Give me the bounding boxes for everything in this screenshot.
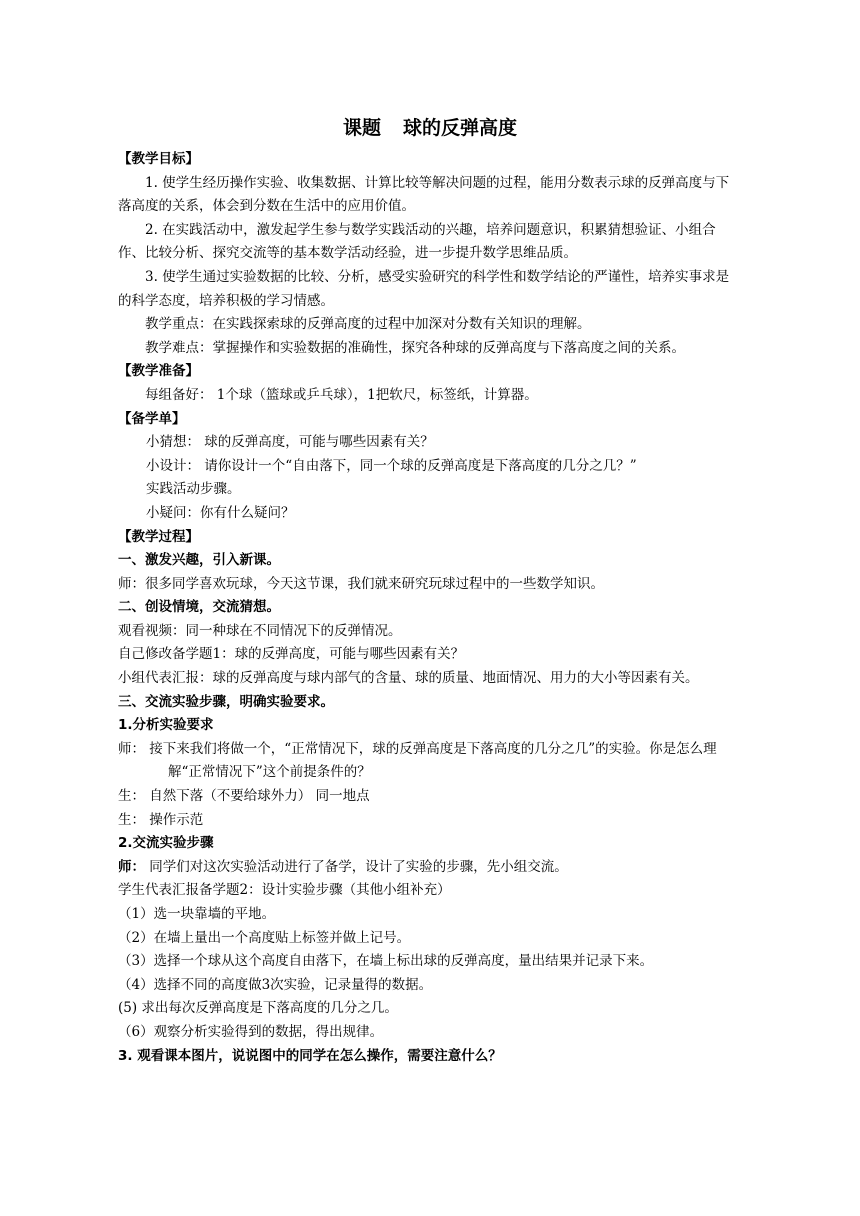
teacher-text: 同学们对这次实验活动进行了备学，设计了实验的步骤，先小组交流。 (149, 858, 568, 875)
prep-heading: 【教学准备】 (118, 363, 199, 380)
prep-text: 每组备好： 1个球（篮球或乒乓球），1把软尺，标签纸，计算器。 (145, 386, 538, 403)
step3-heading: 三、交流实验步骤，明确实验要求。 (118, 693, 334, 710)
sheet-heading: 【备学单】 (118, 410, 186, 427)
list-item: （1）选一块靠墙的平地。 (118, 906, 276, 922)
student-label: 生： (118, 788, 145, 805)
student-text: 自然下落（不要给球外力） 同一地点 (149, 788, 370, 805)
document-body (118, 148, 738, 1068)
sub2-heading: 2.交流实验步骤 (118, 835, 214, 852)
goal-2: 2. 在实践活动中，激发起学生参与数学实践活动的兴趣，培养问题意识，积累猜想验证、小组合作、比较分析、探究交流等的基本数学活动经验，进一步提升数学思维品质。 (118, 221, 716, 262)
design-text-2: 实践活动步骤。 (146, 481, 241, 498)
sub1-heading: 1.分析实验要求 (118, 717, 214, 734)
difficulty: 教学难点：掌握操作和实验数据的准确性，探究各种球的反弹高度与下落高度之间的关系。 (145, 339, 685, 356)
step2-line-1: 观看视频：同一种球在不同情况下的反弹情况。 (118, 622, 402, 639)
student-text: 操作示范 (149, 811, 204, 828)
list-item: （2）在墙上量出一个高度贴上标签并做上记号。 (118, 929, 411, 946)
page-title (0, 114, 860, 142)
step1-text: 师：很多同学喜欢玩球，今天这节课，我们就来研究玩球过程中的一些数学知识。 (118, 575, 604, 592)
teacher-label: 师： (118, 858, 145, 875)
key-point: 教学重点：在实践探索球的反弹高度的过程中加深对分数有关知识的理解。 (145, 316, 591, 333)
question-text: 小疑问：你有什么疑问？ (146, 504, 295, 521)
goal-3: 3. 使学生通过实验数据的比较、分析，感受实验研究的科学性和数学结论的严谨性，培养实事求是的科学态度，培养积极的学习情感。 (118, 268, 730, 309)
student-label: 生： (118, 811, 145, 828)
design-text-1: 小设计： 请你设计一个“自由落下，同一个球的反弹高度是下落高度的几分之几？” (146, 457, 637, 474)
process-heading: 【教学过程】 (118, 528, 199, 545)
teacher-text: 接下来我们将做一个，“正常情况下，球的反弹高度是下落高度的几分之几”的实验。你是怎么理解“正常情况下”这个前提条件的？ (149, 740, 717, 781)
list-item: （3）选择一个球从这个高度自由落下，在墙上标出球的反弹高度，量出结果并记录下来。 (118, 953, 654, 970)
teacher-line-2 (118, 856, 738, 880)
title-label: 课题 (342, 117, 381, 139)
report-text: 学生代表汇报备学题2：设计实验步骤（其他小组补充） (118, 882, 451, 899)
sub3-heading: 3. 观看课本图片，说说图中的同学在怎么操作，需要注意什么？ (118, 1047, 502, 1064)
title-topic: 球的反弹高度 (403, 117, 518, 139)
student-line-2 (118, 809, 738, 833)
guess-text: 小猜想： 球的反弹高度，可能与哪些因素有关？ (146, 434, 434, 451)
step2-line-3: 小组代表汇报：球的反弹高度与球内部气的含量、球的质量、地面情况、用力的大小等因素有关。 (118, 670, 699, 687)
step2-line-2: 自己修改备学题1：球的反弹高度，可能与哪些因素有关？ (118, 646, 465, 663)
teacher-label: 师： (118, 740, 145, 757)
goal-1: 1. 使学生经历操作实验、收集数据、计算比较等解决问题的过程，能用分数表示球的反弹高度与下落高度的关系，体会到分数在生活中的应用价值。 (118, 174, 730, 215)
step2-heading: 二、创设情境，交流猜想。 (118, 599, 280, 616)
teacher-line-1 (118, 738, 738, 785)
list-item: （6）观察分析实验得到的数据，得出规律。 (118, 1023, 384, 1040)
goals-heading: 【教学目标】 (118, 151, 199, 167)
list-item: (5) 求出每次反弹高度是下落高度的几分之几。 (118, 1000, 398, 1017)
step1-heading: 一、激发兴趣，引入新课。 (118, 552, 280, 569)
student-line-1 (118, 785, 738, 809)
list-item: （4）选择不同的高度做3次实验，记录量得的数据。 (118, 976, 433, 993)
